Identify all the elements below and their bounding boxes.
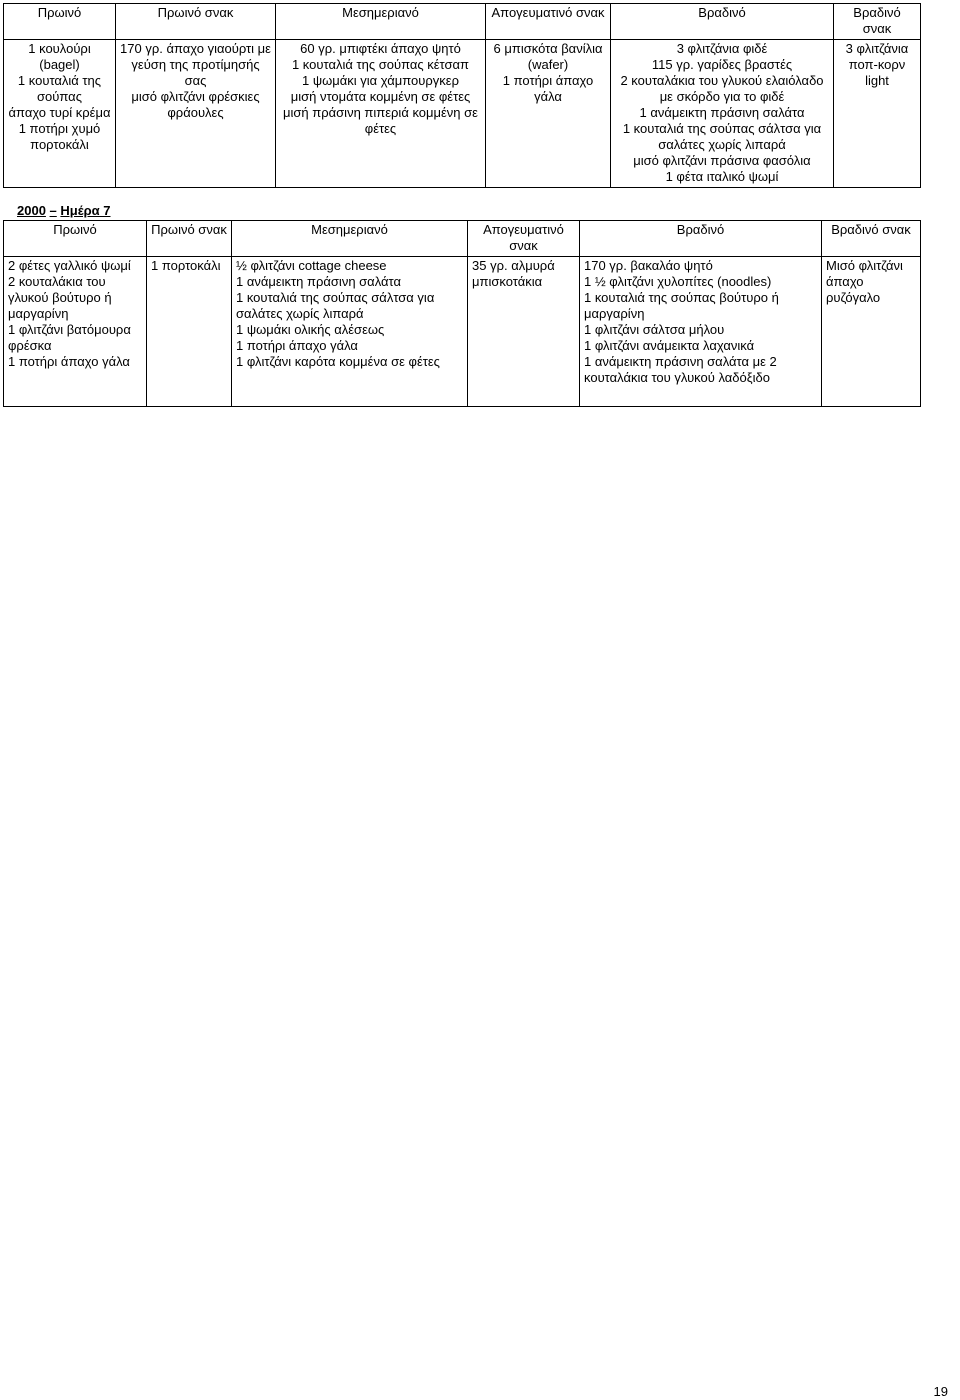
table-cell bbox=[580, 257, 822, 407]
cell-text: 2 κουταλάκια του γλυκού βούτυρο ή μαργαρίνη bbox=[8, 274, 112, 321]
cell-text: 1 φέτα ιταλικό ψωμί bbox=[665, 169, 779, 184]
table-cell bbox=[468, 257, 580, 407]
column-header: Απογευματινό σνακ bbox=[468, 221, 580, 257]
cell-text: 1 ψωμάκι ολικής αλέσεως bbox=[236, 322, 385, 337]
cell-text: 2 κουταλάκια του γλυκού ελαιόλαδο με σκόρδο για το φιδέ bbox=[620, 73, 824, 104]
cell-text: 1 ανάμεικτη πράσινη σαλάτα bbox=[236, 274, 401, 289]
column-header: Πρωινό bbox=[4, 221, 147, 257]
cell-text: 1 ανάμεικτη πράσινη σαλάτα με 2 κουταλάκια του γλυκού λαδόξιδο bbox=[584, 354, 777, 385]
cell-text: 1 κουταλιά της σούπας bbox=[17, 73, 102, 104]
table-cell bbox=[486, 40, 611, 188]
cell-text: 1 κουταλιά της σούπας σάλτσα για σαλάτες χωρίς λιπαρά bbox=[622, 121, 822, 152]
cell-text: 1 κουλούρι (bagel) bbox=[28, 41, 91, 72]
table-header-row bbox=[4, 4, 921, 40]
table-header-row bbox=[4, 221, 921, 257]
cell-text: μισό φλιτζάνι πράσινα φασόλια bbox=[633, 153, 811, 168]
column-header: Βραδινό σνακ bbox=[834, 4, 921, 40]
cell-text: μισό φλιτζάνι φρέσκιες φράουλες bbox=[131, 89, 260, 120]
cell-text: 1 κουταλιά της σούπας σάλτσα για σαλάτες χωρίς λιπαρά bbox=[236, 290, 435, 321]
cell-text: 1 φλιτζάνι καρότα κομμένα σε φέτες bbox=[236, 354, 440, 369]
table-cell bbox=[116, 40, 276, 188]
cell-text: 170 γρ. άπαχο γιαούρτι με γεύση της προτίμησής σας bbox=[120, 41, 271, 88]
cell-text: Μισό φλιτζάνι άπαχο ρυζόγαλο bbox=[826, 258, 903, 305]
cell-text: 1 πορτοκάλι bbox=[151, 258, 221, 273]
cell-text: 170 γρ. βακαλάο ψητό bbox=[584, 258, 713, 273]
cell-text: μισή πράσινη πιπεριά κομμένη σε φέτες bbox=[283, 105, 478, 136]
day-heading-dash: – bbox=[49, 203, 57, 218]
column-header: Απογευματινό σνακ bbox=[486, 4, 611, 40]
column-header: Βραδινό bbox=[580, 221, 822, 257]
meal-plan-table-previous-day bbox=[3, 3, 921, 188]
table-cell bbox=[232, 257, 468, 407]
day-heading bbox=[17, 203, 111, 219]
page-number: 19 bbox=[933, 1384, 948, 1399]
cell-text: ½ φλιτζάνι cottage cheese bbox=[236, 258, 387, 273]
day-heading-label: Ημέρα 7 bbox=[60, 203, 111, 218]
cell-text: 3 φλιτζάνια φιδέ bbox=[676, 41, 768, 56]
cell-text: 1 ποτήρι άπαχο γάλα bbox=[236, 338, 358, 353]
meal-plan-table-day-7 bbox=[3, 220, 921, 407]
column-header: Βραδινό bbox=[611, 4, 834, 40]
cell-text: 1 ποτήρι άπαχο γάλα bbox=[502, 73, 594, 104]
table-cell bbox=[822, 257, 921, 407]
cell-text: 1 ανάμεικτη πράσινη σαλάτα bbox=[639, 105, 805, 120]
cell-text: 1 κουταλιά της σούπας κέτσαπ bbox=[291, 57, 470, 72]
table-cell bbox=[4, 40, 116, 188]
cell-text: 1 ποτήρι χυμό πορτοκάλι bbox=[18, 121, 101, 152]
cell-text: 1 ποτήρι άπαχο γάλα bbox=[8, 354, 130, 369]
table-cell bbox=[834, 40, 921, 188]
cell-text: 2 φέτες γαλλικό ψωμί bbox=[8, 258, 131, 273]
column-header: Πρωινό σνακ bbox=[147, 221, 232, 257]
table-row bbox=[4, 40, 921, 188]
cell-text: 1 φλιτζάνι βατόμουρα φρέσκα bbox=[8, 322, 131, 353]
cell-text: 1 ψωμάκι για χάμπουργκερ bbox=[302, 73, 459, 88]
cell-text: 115 γρ. γαρίδες βραστές bbox=[651, 57, 793, 72]
cell-text: 1 ½ φλιτζάνι χυλοπίτες (noodles) bbox=[584, 274, 772, 289]
table-cell bbox=[147, 257, 232, 407]
column-header: Βραδινό σνακ bbox=[822, 221, 921, 257]
cell-text: 60 γρ. μπιφτέκι άπαχο ψητό bbox=[300, 41, 461, 56]
column-header: Πρωινό bbox=[4, 4, 116, 40]
cell-text: μισή ντομάτα κομμένη σε φέτες bbox=[290, 89, 471, 104]
table-cell bbox=[4, 257, 147, 407]
column-header: Μεσημεριανό bbox=[276, 4, 486, 40]
cell-text: 1 φλιτζάνι σάλτσα μήλου bbox=[584, 322, 725, 337]
cell-text: 1 κουταλιά της σούπας βούτυρο ή μαργαρίνη bbox=[584, 290, 779, 321]
cell-text: 6 μπισκότα βανίλια (wafer) bbox=[493, 41, 603, 72]
table-cell bbox=[611, 40, 834, 188]
table-row bbox=[4, 257, 921, 407]
cell-text: 1 φλιτζάνι ανάμεικτα λαχανικά bbox=[584, 338, 755, 353]
column-header: Πρωινό σνακ bbox=[116, 4, 276, 40]
column-header: Μεσημεριανό bbox=[232, 221, 468, 257]
day-heading-year: 2000 bbox=[17, 203, 46, 218]
cell-text: 35 γρ. αλμυρά μπισκοτάκια bbox=[472, 258, 555, 289]
cell-text: άπαχο τυρί κρέμα bbox=[8, 105, 111, 120]
table-cell bbox=[276, 40, 486, 188]
cell-text: 3 φλιτζάνια ποπ-κορν light bbox=[845, 41, 909, 88]
